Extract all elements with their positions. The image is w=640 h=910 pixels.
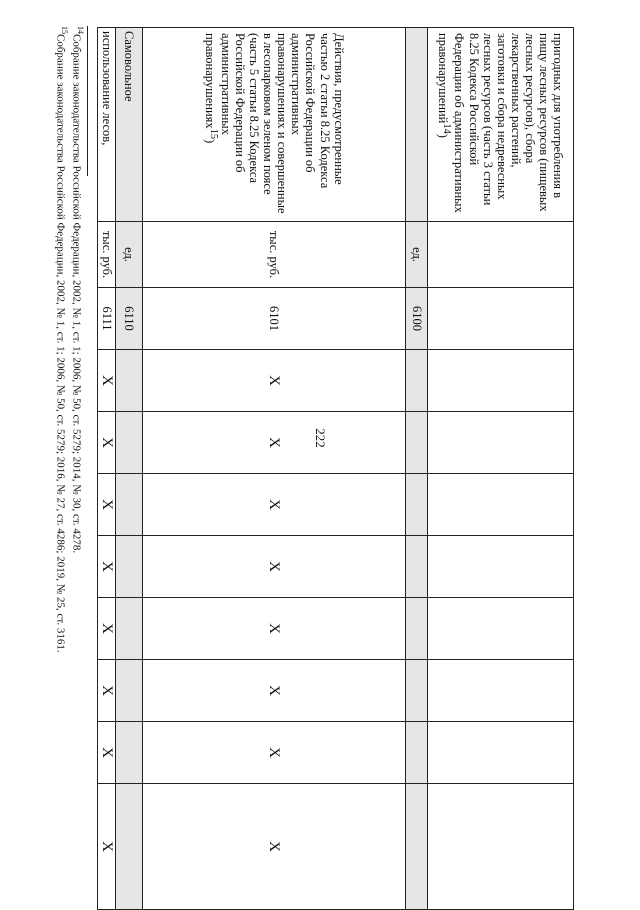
x-mark: X [98,412,116,474]
x-mark: X [98,660,116,722]
x-mark: X [143,660,406,722]
table-row [405,28,428,910]
x-mark: X [143,536,406,598]
code-cell: 6101 [143,288,406,350]
unit-cell: тыс. руб. [98,222,116,288]
table-row [116,28,143,910]
x-mark: X [98,722,116,784]
footnote-divider [87,26,88,176]
page-number: 222 [313,428,328,448]
table-row [98,28,116,910]
x-mark: X [143,722,406,784]
x-mark: X [98,784,116,910]
unit-cell: ед. [405,222,428,288]
row-description: пригодных для употребления в пищу лесных ресурсов (пищевых лесных ресурсов), сбора лекарственных растений, заготовки и сбора недревесных лесных ресурсов (часть 3 статьи 8.25 Кодекса Российской Федерации об административных правонарушений$^{14}$) [428,28,574,222]
table-row [143,28,406,910]
footnote-14: $^{14}$Собрание законодательства Российской Федерации, 2002, № 1, ст. 1; 2006, № 50, ст. 5279; 2014, № 30, ст. 4278. [70,26,85,554]
table-row [428,28,574,910]
unit-cell: ед. [116,222,143,288]
unit-cell: тыс. руб. [143,222,406,288]
footnote-15: $^{15}$Собрание законодательства Российской Федерации, 2002, № 1, ст. 1; 2006, № 50, ст. 5279; 2016, № 27, ст. 4286; 2019, № 25, ст. 3161. [53,26,69,653]
row-description: использование лесов, [98,28,116,222]
x-mark: X [143,474,406,536]
x-mark: X [98,598,116,660]
x-mark: X [98,350,116,412]
x-mark: X [143,412,406,474]
x-mark: X [98,536,116,598]
x-mark: X [143,784,406,910]
x-mark: X [143,350,406,412]
code-cell: 6110 [116,288,143,350]
code-cell: 6100 [405,288,428,350]
footnotes [52,26,88,846]
x-mark: X [98,474,116,536]
row-description: Самовольное [116,28,143,222]
code-cell: 6111 [98,288,116,350]
row-description: Действия, предусмотренные частью 2 статьи 8.25 Кодекса Российской Федерации об административных правонарушениях и совершенные в лесопарковом зеленом поясе (часть 5 статьи 8.25 Кодекса Российской Федерации об административных правонарушениях$^{15}$) [143,28,406,222]
x-mark: X [143,598,406,660]
report-table [97,27,574,910]
